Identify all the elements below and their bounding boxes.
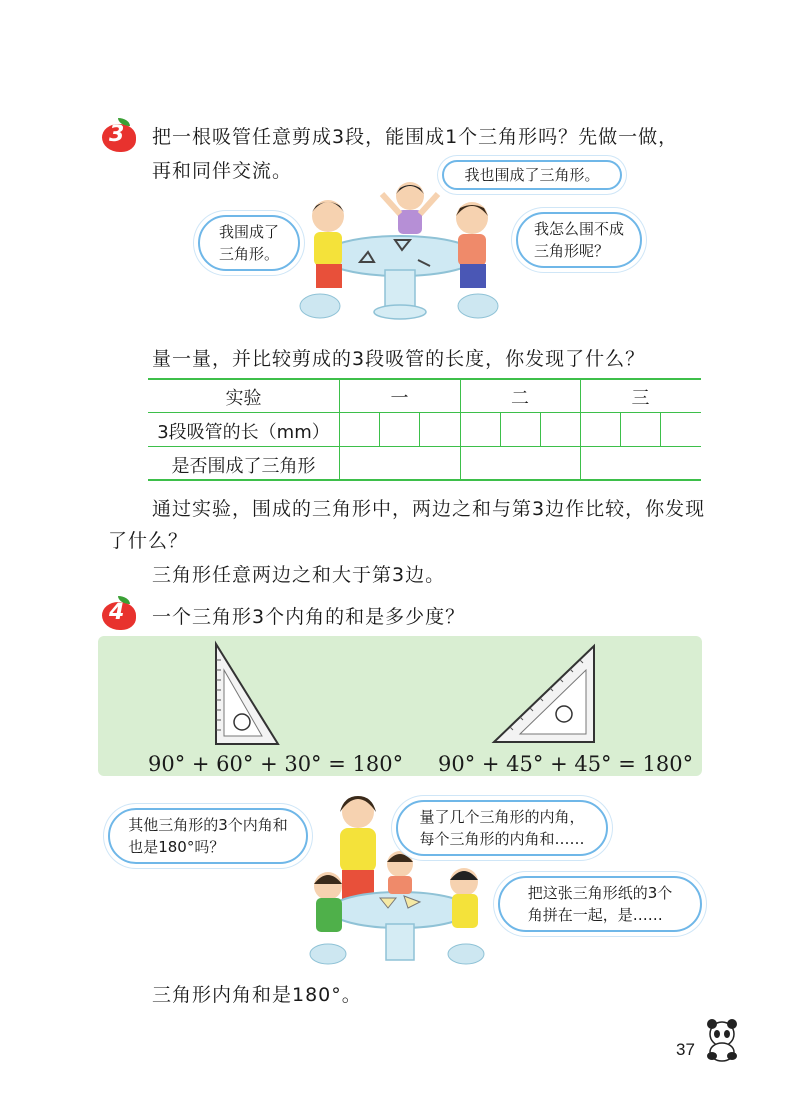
problem-3-conclusion: 三角形任意两边之和大于第3边。 [152,564,446,586]
table-row-triangle-label: 是否围成了三角形 [171,456,316,477]
equation-30-60-90: 90° + 60° + 30° = 180° [148,752,404,776]
bubble-boy-question-text: 其他三角形的3个内角和 也是180°吗？ [128,816,288,856]
bubble-girl-paper [498,876,702,932]
page-number: 37 [676,1040,695,1059]
problem-3-question-line2: 再和同伴交流。 [152,160,293,182]
bubble-girl-paper-text: 把这张三角形纸的3个 角拼在一起，是…… [527,884,673,924]
bubble-girl-left-text: 我围成了 三角形。 [218,223,279,263]
table-col-2: 二 [511,388,529,409]
problem-4-number: 4 [109,600,125,625]
problem-3-badge [100,118,140,154]
bubble-girl-top [442,160,622,190]
set-square-30-60-icon [212,640,282,748]
problem-4-question: 一个三角形3个内角的和是多少度？ [152,606,466,628]
bubble-teacher [396,800,608,856]
observation-line1: 通过实验，围成的三角形中，两边之和与第3边作比较，你发现 [152,498,706,520]
problem-4-conclusion: 三角形内角和是180°。 [152,984,362,1006]
experiment-table [148,378,701,481]
observation-line2: 了什么？ [108,530,189,552]
bubble-boy-question [108,808,308,864]
table-header-label: 实验 [225,388,262,409]
measure-prompt: 量一量，并比较剪成的3段吸管的长度，你发现了什么？ [152,348,646,370]
bubble-girl-top-text: 我也围成了三角形。 [464,166,600,184]
set-square-45-icon [490,642,600,746]
kids-table-illustration [290,178,510,328]
equation-45-45-90: 90° + 45° + 45° = 180° [438,752,694,776]
bubble-boy-right-text: 我怎么围不成 三角形呢？ [533,220,624,260]
bubble-girl-left [198,215,300,271]
bubble-boy-right [516,212,642,268]
table-col-3: 三 [631,388,650,409]
bubble-teacher-text: 量了几个三角形的内角， 每个三角形的内角和…… [419,808,585,848]
problem-3-number: 3 [109,122,125,147]
problem-3-question-line1: 把一根吸管任意剪成3段，能围成1个三角形吗？先做一做， [152,126,679,148]
table-col-1: 一 [390,388,409,409]
panda-icon [702,1018,742,1062]
problem-4-badge [100,596,140,632]
table-row-length-label: 3段吸管的长（mm） [157,422,330,443]
